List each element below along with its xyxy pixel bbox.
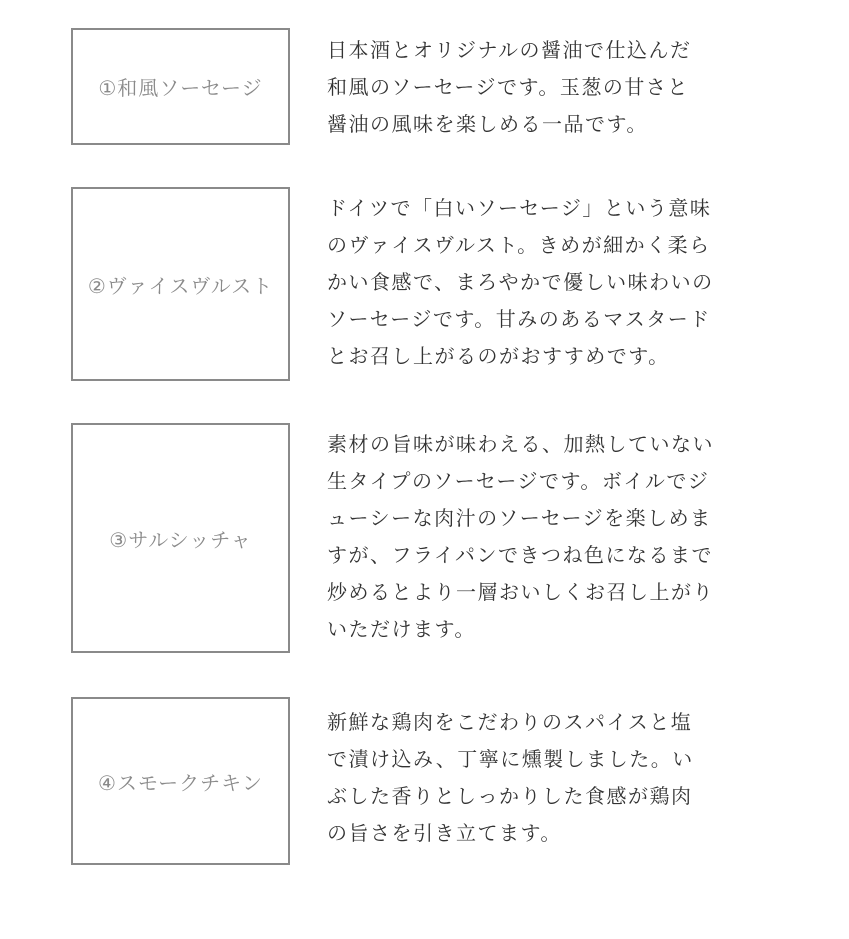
product-name: ②ヴァイスヴルスト: [87, 273, 274, 298]
product-description: [327, 426, 767, 648]
description-line: のヴァイスヴルスト。きめが細かく柔ら: [327, 233, 711, 257]
description-line: ューシーな肉汁のソーセージを楽しめま: [327, 506, 712, 530]
description-line: とお召し上がるのがおすすめです。: [327, 344, 670, 368]
description-line: いただけます。: [327, 617, 476, 641]
description-line: 新鮮な鶏肉をこだわりのスパイスと塩: [327, 710, 693, 734]
description-line: 和風のソーセージです。玉葱の甘さと: [327, 75, 689, 99]
description-line: の旨さを引き立てます。: [327, 821, 562, 845]
description-line: で漬け込み、丁寧に燻製しました。い: [327, 747, 694, 771]
description-line: ドイツで「白いソーセージ」という意味: [327, 196, 712, 220]
description-line: 日本酒とオリジナルの醤油で仕込んだ: [327, 38, 692, 62]
product-description: [327, 704, 767, 852]
product-label-box: [71, 28, 290, 145]
product-name: ①和風ソーセージ: [98, 76, 263, 100]
description-line: ぶした香りとしっかりした食感が鶏肉: [327, 784, 693, 808]
product-description: [327, 32, 767, 143]
product-description: [327, 190, 767, 375]
product-label-box: [71, 423, 290, 653]
product-name: ④スモークチキン: [98, 770, 263, 795]
description-line: ソーセージです。甘みのあるマスタード: [327, 307, 711, 331]
description-line: 素材の旨味が味わえる、加熱していない: [327, 432, 714, 456]
description-line: 醤油の風味を楽しめる一品です。: [327, 112, 648, 136]
product-label-box: [71, 697, 290, 865]
description-line: かい食感で、まろやかで優しい味わいの: [327, 270, 714, 294]
description-line: 炒めるとより一層おいしくお召し上がり: [327, 580, 714, 604]
description-line: すが、フライパンできつね色になるまで: [327, 543, 713, 567]
product-label-box: [71, 187, 290, 381]
description-line: 生タイプのソーセージです。ボイルでジ: [327, 469, 710, 493]
product-name: ③サルシッチャ: [109, 527, 252, 552]
